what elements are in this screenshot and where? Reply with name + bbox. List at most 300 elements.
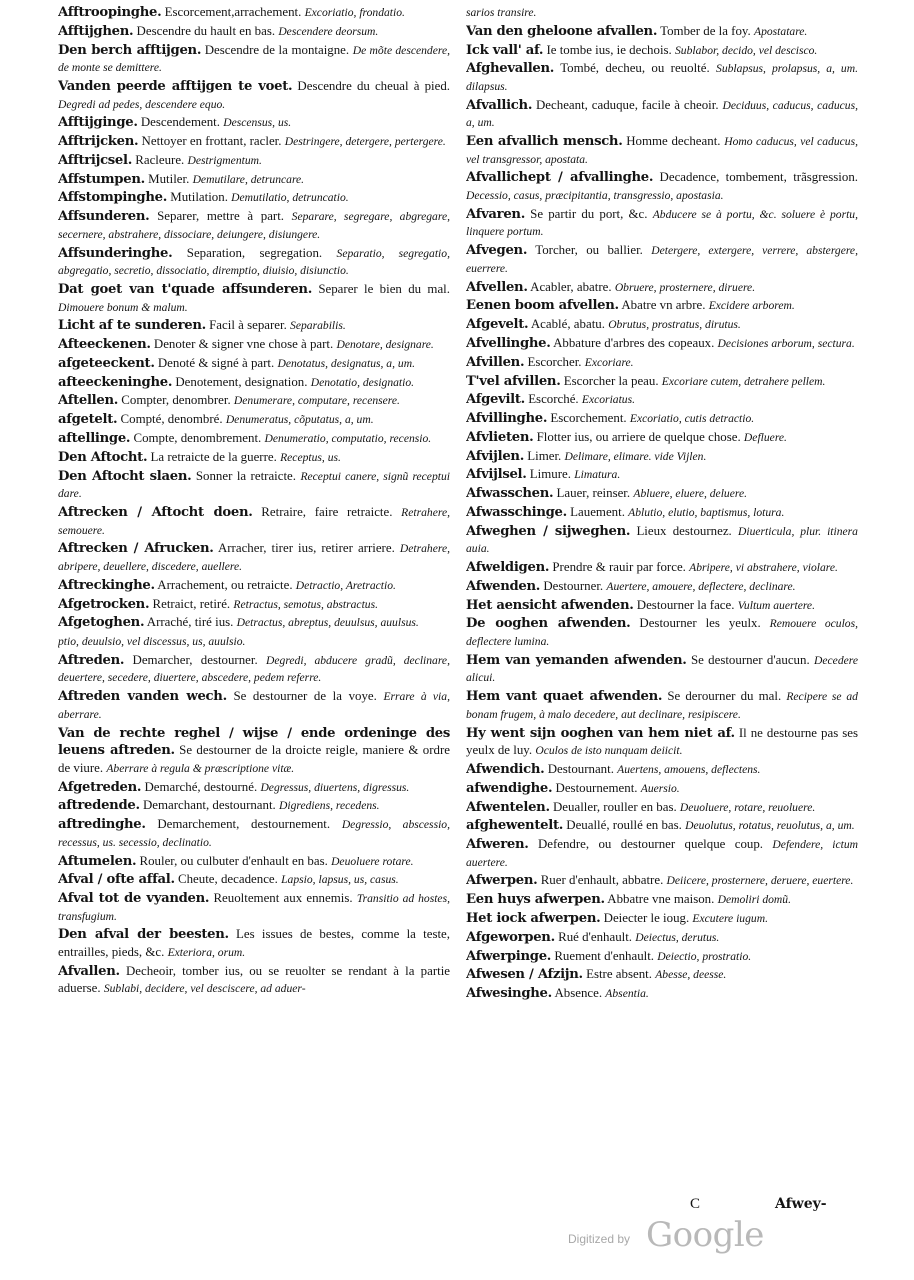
entry-latin: Excoriatus. <box>581 393 636 407</box>
entry-latin: Denumeratus, cõputatus, a, um. <box>225 413 374 427</box>
entry-latin: Excutere iugum. <box>692 912 768 926</box>
entry-french: Demarché, destourné. <box>144 779 258 794</box>
dictionary-entry <box>466 910 858 928</box>
entry-latin: Excoriatio, cutis detractio. <box>629 412 755 426</box>
entry-latin: Separatio, segregatio, abgregatio, secretio, dissociatio, diremptio, diuisio, disiunctio. <box>58 246 450 278</box>
dictionary-entry <box>58 189 450 207</box>
entry-french: Escorcher la peau. <box>563 373 659 388</box>
entry-french: Se partir du port, &c. <box>530 206 648 221</box>
entry-french: Facil à separer. <box>209 318 287 333</box>
digitized-by-label: Digitized by <box>568 1232 631 1246</box>
entry-french: Limer. <box>527 448 562 463</box>
entry-headword: T'vel afvillen. <box>466 373 561 389</box>
entry-headword: Afval tot de vyanden. <box>58 891 210 907</box>
entry-headword: De ooghen afwenden. <box>466 616 631 632</box>
entry-french: Destournement. <box>555 780 638 795</box>
entry-french: Deualler, rouller en bas. <box>553 799 677 814</box>
entry-latin: Deiectus, derutus. <box>635 930 720 944</box>
entry-french: Arrachement, ou retraicte. <box>157 577 293 592</box>
entry-latin: Denotare, designare. <box>336 338 434 352</box>
dictionary-entry <box>58 374 450 392</box>
dictionary-entry <box>58 504 450 539</box>
dictionary-entry <box>58 871 450 889</box>
entry-headword: Een huys afwerpen. <box>466 892 605 908</box>
entry-french: Destourner les yeulx. <box>639 616 761 631</box>
entry-french: Homme decheant. <box>626 134 721 149</box>
entry-french: Ie tombe ius, ie dechois. <box>546 42 672 57</box>
entry-french: Compté, denombré. <box>120 412 223 427</box>
entry-headword: Affsunderinghe. <box>58 245 173 261</box>
entry-latin: Demutilatio, detruncatio. <box>231 191 349 205</box>
entry-latin: Obruere, prosternere, diruere. <box>614 280 756 294</box>
entry-latin: Degredi, abducere gradũ, declinare, deuertere, secedere, diuertere, abscedere, pedem referre. <box>58 653 450 685</box>
entry-headword: Afvallich. <box>466 97 533 113</box>
entry-headword: Afvillinghe. <box>466 411 548 427</box>
entry-headword: Afvillen. <box>466 354 525 370</box>
dictionary-entry <box>466 799 858 817</box>
entry-french: Compte, denombrement. <box>133 431 262 446</box>
entry-latin: Oculos de isto nunquam deiicit. <box>535 744 683 758</box>
right-column <box>466 4 858 1204</box>
entry-headword: Afgeworpen. <box>466 929 555 945</box>
entry-french: Ruer d'enhault, abbatre. <box>540 873 664 888</box>
entry-headword: Van de rechte reghel / wijse / ende ordeninge des leuens aftreden. <box>58 725 450 759</box>
entry-french: Demarcher, destourner. <box>132 652 258 667</box>
entry-french: Destourner la face. <box>636 597 735 612</box>
dictionary-entry <box>466 615 858 650</box>
entry-french: Estre absent. <box>586 967 652 982</box>
entry-latin: Detrahere, abripere, deuellere, discedere, auellere. <box>58 542 450 573</box>
entry-latin: Destrigmentum. <box>187 153 262 167</box>
entry-headword: Afweldigen. <box>466 560 550 576</box>
entry-french: Se destourner de la voye. <box>233 689 377 704</box>
entry-headword: Een afvallich mensch. <box>466 134 623 150</box>
dictionary-entry <box>466 97 858 132</box>
dictionary-entry <box>466 578 858 596</box>
entry-latin: Decisiones arborum, sectura. <box>717 336 855 350</box>
entry-headword: Afval / ofte affal. <box>58 872 175 888</box>
entry-french: Se destourner de la droicte reigle, maniere & ordre de viure. <box>58 743 450 775</box>
entry-latin: Sublapsus, prolapsus, a, um. dilapsus. <box>466 62 858 93</box>
entry-latin: Separare, segregare, abgregare, secernere, abstrahere, dissociare, deiungere, disiungere. <box>58 210 450 241</box>
dictionary-page <box>58 4 858 1204</box>
entry-latin: Denumeratio, computatio, recensio. <box>264 432 432 446</box>
dictionary-entry <box>58 596 450 614</box>
entry-headword: Afwesen / Afzijn. <box>466 967 583 983</box>
dictionary-entry <box>58 963 450 998</box>
entry-latin: Deciduus, caducus, caducus, a, um. <box>466 98 858 130</box>
entry-french: Compter, denombrer. <box>121 393 231 408</box>
dictionary-entry <box>466 485 858 503</box>
entry-headword: Affstumpen. <box>58 171 145 187</box>
entry-latin: De mõte descendere, de monte se demittere. <box>58 43 450 75</box>
entry-french: Escorché. <box>528 392 579 407</box>
entry-latin: Separabilis. <box>290 319 346 333</box>
dictionary-entry <box>466 780 858 798</box>
dictionary-entry <box>466 891 858 909</box>
entry-french: Les issues de bestes, comme la teste, entrailles, pieds, &c. <box>58 927 450 960</box>
dictionary-entry <box>466 206 858 241</box>
entry-latin: Descensus, us. <box>223 116 292 130</box>
dictionary-entry <box>58 281 450 316</box>
entry-latin: Obrutus, prostratus, dirutus. <box>608 318 741 332</box>
entry-headword: Vanden peerde afftijgen te voet. <box>58 78 293 94</box>
dictionary-entry <box>58 797 450 815</box>
entry-french: Destournant. <box>547 761 614 776</box>
entry-latin: Degressus, diuertens, digressus. <box>260 780 410 794</box>
entry-headword: Aftreden. <box>58 652 125 668</box>
dictionary-entry <box>466 133 858 168</box>
entry-headword: Afweghen / sijweghen. <box>466 523 631 539</box>
entry-headword: Aftellen. <box>58 393 119 409</box>
entry-french: Rué d'enhault. <box>558 929 633 944</box>
dictionary-entry <box>466 985 858 1003</box>
dictionary-entry <box>466 504 858 522</box>
dictionary-entry <box>466 948 858 966</box>
entry-latin: Denotatio, designatio. <box>310 375 415 389</box>
entry-latin: Sublabi, decidere, vel desciscere, ad aduer- <box>103 982 306 996</box>
entry-headword: Afwentelen. <box>466 799 550 815</box>
entry-french: Torcher, ou ballier. <box>535 243 643 258</box>
dictionary-entry <box>466 354 858 372</box>
entry-headword: Afweren. <box>466 837 529 853</box>
dictionary-entry <box>58 133 450 151</box>
entry-headword: Aftreden vanden wech. <box>58 689 227 705</box>
entry-latin: Deuolutus, rotatus, reuolutus, a, um. <box>685 819 855 833</box>
dictionary-entry <box>466 279 858 297</box>
entry-french: Absence. <box>554 986 603 1001</box>
entry-headword: afgeteeckent. <box>58 355 155 371</box>
dictionary-entry <box>466 297 858 315</box>
dictionary-entry <box>466 872 858 890</box>
entry-french: Denotement, designation. <box>175 374 308 389</box>
entry-headword: Afvellen. <box>466 279 528 295</box>
dictionary-entry <box>466 929 858 947</box>
entry-headword: Afteeckenen. <box>58 337 151 353</box>
entry-french: Demarchant, destournant. <box>142 798 276 813</box>
entry-latin: Detergere, extergere, verrere, abstergere, euerrere. <box>466 244 858 275</box>
dictionary-entry <box>466 597 858 615</box>
entry-headword: Van den gheloone afvallen. <box>466 23 658 39</box>
entry-headword: Het aensicht afwenden. <box>466 597 634 613</box>
entry-headword: Afvijlsel. <box>466 467 527 483</box>
dictionary-entry <box>58 355 450 373</box>
dictionary-entry <box>58 540 450 575</box>
entry-latin: Destringere, detergere, pertergere. <box>284 135 446 149</box>
dictionary-entry <box>58 42 450 77</box>
dictionary-entry <box>466 966 858 984</box>
dictionary-entry <box>466 448 858 466</box>
entry-headword: Afwasschinge. <box>466 504 567 520</box>
entry-headword: Ick vall' af. <box>466 42 544 58</box>
entry-french: Flotter ius, ou arriere de quelque chose. <box>536 429 741 444</box>
entry-french: Defendre, ou destourner quelque coup. <box>537 837 764 852</box>
entry-latin: Auertere, amouere, deflectere, declinare. <box>606 579 796 593</box>
dictionary-entry <box>58 652 450 687</box>
entry-french: Destourner. <box>543 578 604 593</box>
entry-latin: Vultum auertere. <box>737 598 815 612</box>
entry-french: Se derourner du mal. <box>667 689 782 704</box>
entry-french: Ruement d'enhault. <box>554 948 655 963</box>
entry-french: Lauer, reinser. <box>556 486 631 501</box>
entry-headword: Den afval der beesten. <box>58 927 229 943</box>
entry-headword: Afvallichept / afvallinghe. <box>466 170 654 186</box>
entry-headword: Aftrecken / Afrucken. <box>58 541 214 557</box>
dictionary-entry <box>466 373 858 391</box>
dictionary-entry <box>466 391 858 409</box>
dictionary-entry <box>58 317 450 335</box>
entry-latin: Retrahere, semouere. <box>58 505 450 537</box>
entry-headword: Eenen boom afvellen. <box>466 298 619 314</box>
entry-french: Deuallé, roullé en bas. <box>566 818 682 833</box>
entry-french: Deiecter le ioug. <box>603 911 690 926</box>
entry-french: Rouler, ou culbuter d'enhault en bas. <box>139 853 328 868</box>
entry-french: Decadence, tombement, trãsgression. <box>659 170 858 185</box>
dictionary-entry <box>58 430 450 448</box>
dictionary-entry <box>58 816 450 851</box>
dictionary-entry <box>58 890 450 925</box>
entry-french: Lauement. <box>570 504 625 519</box>
entry-french: Decheant, caduque, facile à cheoir. <box>536 97 719 112</box>
entry-french: Prendre & rauir par force. <box>552 560 686 575</box>
entry-latin: Recipere se ad bonam frugem, à malo decedere, aut declinare, resipiscere. <box>466 690 858 721</box>
dictionary-entry <box>58 577 450 595</box>
entry-headword: Afftrijcken. <box>58 134 139 150</box>
entry-headword: Afvaren. <box>466 206 525 222</box>
entry-french: Decheoir, tomber ius, ou se reuolter se rendant à la partie aduerse. <box>58 963 450 996</box>
entry-french: Abbature d'arbres des copeaux. <box>553 335 715 350</box>
entry-french: Separer le bien du mal. <box>318 281 450 296</box>
entry-latin: Receptui canere, signũ receptui dare. <box>58 469 450 501</box>
entry-headword: aftredende. <box>58 798 140 814</box>
dictionary-entry <box>466 429 858 447</box>
entry-headword: Afgevelt. <box>466 317 529 333</box>
entry-headword: afgetelt. <box>58 412 118 428</box>
entry-headword: afghewentelt. <box>466 818 564 834</box>
dictionary-entry <box>466 60 858 95</box>
dictionary-entry <box>58 23 450 41</box>
entry-latin: Defendere, ictum auertere. <box>466 838 858 869</box>
entry-latin: Lapsio, lapsus, us, casus. <box>281 873 399 887</box>
entry-latin: Abripere, vi abstrahere, violare. <box>689 561 838 575</box>
entry-latin: Demoliri domũ. <box>717 893 792 907</box>
entry-latin: Detractus, abreptus, deuulsus, auulsus. <box>236 616 419 630</box>
entry-latin: Sublabor, decido, vel descisco. <box>675 43 818 57</box>
entry-latin: Detractio, Aretractio. <box>295 578 396 592</box>
entry-latin: Limatura. <box>574 468 621 482</box>
dictionary-entry <box>466 169 858 204</box>
entry-headword: Den Aftocht slaen. <box>58 468 192 484</box>
left-column <box>58 4 450 1204</box>
entry-french: Nettoyer en frottant, racler. <box>141 134 282 149</box>
dictionary-entry <box>466 836 858 871</box>
entry-french: Il ne destourne pas ses yeulx de luy. <box>466 725 858 758</box>
entry-french: Retraict, retiré. <box>152 596 231 611</box>
entry-headword: Dat goet van t'quade affsunderen. <box>58 281 312 297</box>
dictionary-entry <box>58 114 450 132</box>
entry-headword: Afftijghen. <box>58 23 134 39</box>
entry-french: Tomber de la foy. <box>660 23 751 38</box>
entry-headword: Affsunderen. <box>58 209 150 225</box>
entry-latin: sarios transire. <box>466 6 537 19</box>
entry-latin: Excoriare cutem, detrahere pellem. <box>661 374 826 388</box>
dictionary-entry <box>466 652 858 687</box>
entry-headword: Afwenden. <box>466 578 541 594</box>
entry-headword: Afgetoghen. <box>58 615 145 631</box>
entry-french: Retraire, faire retraicte. <box>261 504 393 519</box>
entry-latin: Abluere, eluere, deluere. <box>633 487 747 501</box>
entry-french: Reuoltement aux ennemis. <box>213 891 353 906</box>
entry-french: Abbatre vne maison. <box>607 892 715 907</box>
entry-headword: Afvijlen. <box>466 448 524 464</box>
entry-latin: Degressio, abscessio, recessus, us. secessio, declinatio. <box>58 818 450 849</box>
entry-latin: Defluere. <box>743 430 787 444</box>
entry-headword: Afvallen. <box>58 963 120 979</box>
entry-headword: Afwendich. <box>466 761 545 777</box>
entry-headword: Afgetreden. <box>58 779 142 795</box>
entry-headword: Afvellinghe. <box>466 335 551 351</box>
dictionary-entry <box>58 336 450 354</box>
entry-french: Acablé, abatu. <box>530 317 605 332</box>
dictionary-entry <box>58 245 450 280</box>
entry-latin: Transitio ad hostes, transfugium. <box>58 892 450 923</box>
entry-latin: Descendere deorsum. <box>278 24 379 38</box>
entry-latin: Deiicere, prosternere, deruere, euertere. <box>666 874 854 888</box>
entry-french: Mutilation. <box>170 190 228 205</box>
dictionary-entry <box>466 466 858 484</box>
dictionary-entry <box>58 688 450 723</box>
entry-latin: Degredi ad pedes, descendere equo. <box>58 97 226 111</box>
entry-headword: Afwerpen. <box>466 873 538 889</box>
dictionary-entry <box>58 449 450 467</box>
entry-latin: Aberrare à regula & præscriptione vitæ. <box>106 761 295 775</box>
entry-headword: Aftreckinghe. <box>58 577 155 593</box>
dictionary-entry <box>58 853 450 871</box>
entry-headword: Afvlieten. <box>466 429 534 445</box>
catchword: Afwey- <box>775 1196 827 1212</box>
entry-latin: Deiectio, prostratio. <box>657 949 752 963</box>
entry-french: Mutiler. <box>148 171 190 186</box>
dictionary-entry <box>58 171 450 189</box>
entry-latin: Abducere se à portu, &c. soluere è portu, linquere portum. <box>466 207 858 239</box>
dictionary-entry <box>466 725 858 760</box>
entry-french: Escorchement. <box>550 411 627 426</box>
dictionary-entry <box>466 23 858 41</box>
entry-headword: Afftroopinghe. <box>58 5 162 20</box>
dictionary-entry <box>58 152 450 170</box>
dictionary-entry <box>466 410 858 428</box>
entry-headword: Afwasschen. <box>466 486 554 502</box>
entry-french: Descendre de la montaigne. <box>204 42 350 57</box>
dictionary-entry <box>466 335 858 353</box>
dictionary-entry <box>58 411 450 429</box>
entry-latin: Dimouere bonum & malum. <box>58 300 188 314</box>
entry-headword: Den berch afftijgen. <box>58 42 202 58</box>
dictionary-entry <box>58 208 450 243</box>
entry-latin: Absentia. <box>605 987 649 1001</box>
dictionary-entry <box>466 688 858 723</box>
dictionary-entry <box>466 242 858 277</box>
entry-latin: Auertens, amouens, deflectens. <box>617 762 761 776</box>
entry-latin: Decedere alicui. <box>466 653 858 685</box>
entry-headword: Afghevallen. <box>466 61 555 77</box>
entry-french: Denoté & signé à part. <box>157 355 275 370</box>
entry-headword: aftredinghe. <box>58 817 146 833</box>
entry-headword: Aftumelen. <box>58 853 137 869</box>
entry-french: Descendre du hault en bas. <box>136 23 276 38</box>
dictionary-entry <box>58 779 450 797</box>
dictionary-entry <box>466 4 858 22</box>
entry-latin: Auersio. <box>640 781 680 795</box>
entry-latin: Excoriatio, frondatio. <box>304 6 405 19</box>
entry-latin: Denotatus, designatus, a, um. <box>277 356 415 370</box>
dictionary-entry <box>466 523 858 558</box>
entry-latin: Delimare, elimare. vide Vijlen. <box>564 449 707 463</box>
dictionary-entry <box>466 817 858 835</box>
entry-latin: Diuerticula, plur. itinera auia. <box>466 524 858 556</box>
entry-french: Racleure. <box>135 152 185 167</box>
dictionary-entry <box>58 468 450 503</box>
entry-latin: Digrediens, recedens. <box>279 799 380 813</box>
entry-headword: Afvegen. <box>466 243 528 259</box>
entry-latin: Ablutio, elutio, baptismus, lotura. <box>628 505 785 519</box>
entry-latin: Excoriare. <box>584 355 634 369</box>
entry-latin: Abesse, deesse. <box>655 968 727 982</box>
dictionary-entry <box>58 614 450 632</box>
entry-latin: Remouere oculos, deflectere lumina. <box>466 617 858 649</box>
entry-french: Se destourner d'aucun. <box>690 652 810 667</box>
dictionary-entry <box>58 78 450 113</box>
entry-headword: Afftijginge. <box>58 115 138 131</box>
entry-french: Acabler, abatre. <box>530 279 612 294</box>
entry-headword: Den Aftocht. <box>58 449 148 465</box>
dictionary-entry <box>466 559 858 577</box>
dictionary-entry <box>58 926 450 961</box>
entry-headword: Licht af te sunderen. <box>58 318 206 334</box>
entry-latin: Retractus, semotus, abstractus. <box>233 597 378 611</box>
entry-latin: Receptus, us. <box>280 450 341 464</box>
dictionary-entry <box>58 725 450 778</box>
entry-french: Demarchement, destournement. <box>157 817 331 832</box>
entry-french: Arracher, tirer ius, retirer arriere. <box>217 541 395 556</box>
entry-french: La retraicte de la guerre. <box>150 449 277 464</box>
entry-headword: Afgevilt. <box>466 392 525 408</box>
entry-french: Descendre du cheual à pied. <box>297 78 450 93</box>
dictionary-entry <box>58 633 450 651</box>
entry-headword: aftellinge. <box>58 431 131 447</box>
entry-french: Descendement. <box>140 115 220 130</box>
dictionary-entry <box>466 42 858 60</box>
dictionary-entry <box>466 316 858 334</box>
entry-french: Separer, mettre à part. <box>157 209 285 224</box>
entry-headword: Afwerpinge. <box>466 948 552 964</box>
entry-latin: Errare à via, aberrare. <box>58 690 450 721</box>
entry-headword: Hy went sijn ooghen van hem niet af. <box>466 725 735 741</box>
dictionary-entry <box>466 761 858 779</box>
entry-latin: Homo caducus, vel caducus, vel transgressor, apostata. <box>466 135 858 166</box>
entry-latin: Deuoluere rotare. <box>331 854 414 868</box>
entry-french: Escorcement,arrachement. <box>164 5 302 19</box>
entry-french: Lieux destournez. <box>636 523 732 538</box>
entry-latin: Excidere arborem. <box>708 299 795 313</box>
entry-latin: Denumerare, computare, recensere. <box>233 394 400 408</box>
entry-french: Cheute, decadence. <box>178 872 278 887</box>
entry-headword: Afgetrocken. <box>58 596 150 612</box>
entry-headword: afteeckeninghe. <box>58 374 173 390</box>
entry-latin: Apostatare. <box>753 24 808 38</box>
dictionary-entry <box>58 4 450 22</box>
entry-latin: Deuoluere, rotare, reuoluere. <box>679 800 816 814</box>
